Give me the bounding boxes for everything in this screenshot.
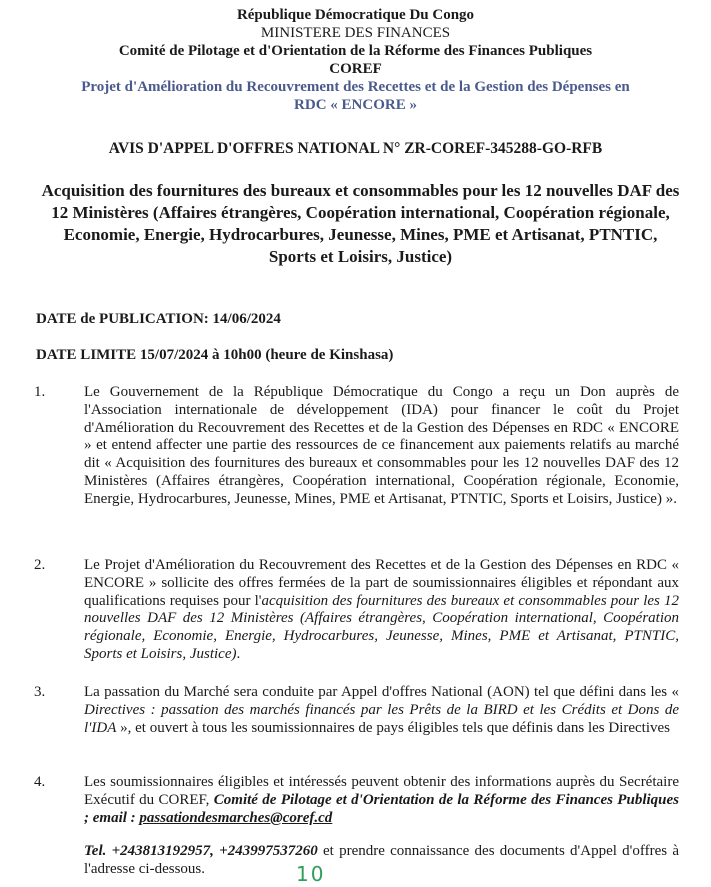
project-name-line2: RDC « ENCORE » [294, 97, 417, 113]
item-text: Le Projet d'Amélioration du Recouvrement des Recettes et de la Gestion des Dépenses en RDC « ENCORE » sollicite des offres fermées de la part de soumissionnaires éligibles et répondant aux qualifications requises pour l'acquisition des fournitures des bureaux et consommables pour les 12 nouvelles DAF des 12 Ministères (Affaires étrangères, Coopération international, Coopération régionale, Economie, Energie, Hydrocarbures, Jeunesse, Mines, PME et Artisanat, PTNTIC, Sports et Loisirs, Justice). [84, 557, 679, 662]
contact-paragraph: Tel. +243813192957, +243997537260 et prendre connaissance des documents d'Appel d'offres à l'adresse ci-dessous. [84, 843, 679, 877]
email-link[interactable]: passationdesmarches@coref.cd [139, 809, 333, 826]
handwritten-page-number: 10 [296, 862, 326, 886]
item-number: 2. [34, 557, 46, 573]
item-number: 4. [34, 774, 46, 790]
committee-name: Comité de Pilotage et d'Orientation de la Réforme des Finances Publiques [118, 43, 593, 59]
item-number: 1. [34, 384, 46, 400]
item-text: Le Gouvernement de la République Démocratique du Congo a reçu un Don auprès de l'Association internationale de développement (IDA) pour financer le coût du Projet d'Amélioration du Recouvrement des Recettes et de la Gestion des Dépenses en RDC « ENCORE » et entend affecter une partie des ressources de ce financement aux paiements relatifs au marché dit « Acquisition des fournitures des bureaux et consommables pour les 12 nouvelles DAF des 12 Ministères (Affaires étrangères, Coopération international, Coopération régionale, Economie, Energie, Hydrocarbures, Jeunesse, Mines, PME et Artisanat, PTNTIC, Sports et Loisirs, Justice) ». [84, 384, 679, 507]
list-item-3 [34, 684, 679, 737]
document-header [0, 6, 711, 114]
list-item-1 [34, 384, 679, 509]
item-text: Les soumissionnaires éligibles et intéressés peuvent obtenir des informations auprès du Secrétaire Exécutif du COREF, Comité de Pilotage et d'Orientation de la Réforme des Finances Publiques ; email : passationdesmarches@coref.cd [84, 774, 679, 826]
phone-numbers: Tel. +243813192957, +243997537260 [84, 843, 318, 859]
project-name-line1: Projet d'Amélioration du Recouvrement des Recettes et de la Gestion des Dépenses en [81, 79, 630, 95]
publication-date: DATE de PUBLICATION: 14/06/2024 [36, 311, 281, 327]
ministry-name: MINISTERE DES FINANCES [260, 25, 451, 41]
tender-subject: Acquisition des fournitures des bureaux et consommables pour les 12 nouvelles DAF des 12 Ministères (Affaires étrangères, Coopération international, Coopération régionale, Economie, Energie, Hydrocarbures, Jeunesse, Mines, PME et Artisanat, PTNTIC, Sports et Loisirs, Justice) [41, 181, 680, 266]
item-number: 3. [34, 684, 46, 700]
list-item-4 [34, 774, 679, 827]
committee-acronym: COREF [329, 61, 382, 77]
list-item-2 [34, 557, 679, 664]
tender-notice-title: AVIS D'APPEL D'OFFRES NATIONAL N° ZR-COREF-345288-GO-RFB [108, 140, 603, 157]
deadline-date: DATE LIMITE 15/07/2024 à 10h00 (heure de Kinshasa) [36, 347, 394, 363]
country-name: République Démocratique Du Congo [236, 7, 475, 23]
item-text: La passation du Marché sera conduite par Appel d'offres National (AON) tel que défini dans les « Directives : passation des marchés financés par les Prêts de la BIRD et les Crédits et Dons de l'IDA », et ouvert à tous les soumissionnaires de pays éligibles tels que définis dans les Directives [84, 684, 679, 736]
